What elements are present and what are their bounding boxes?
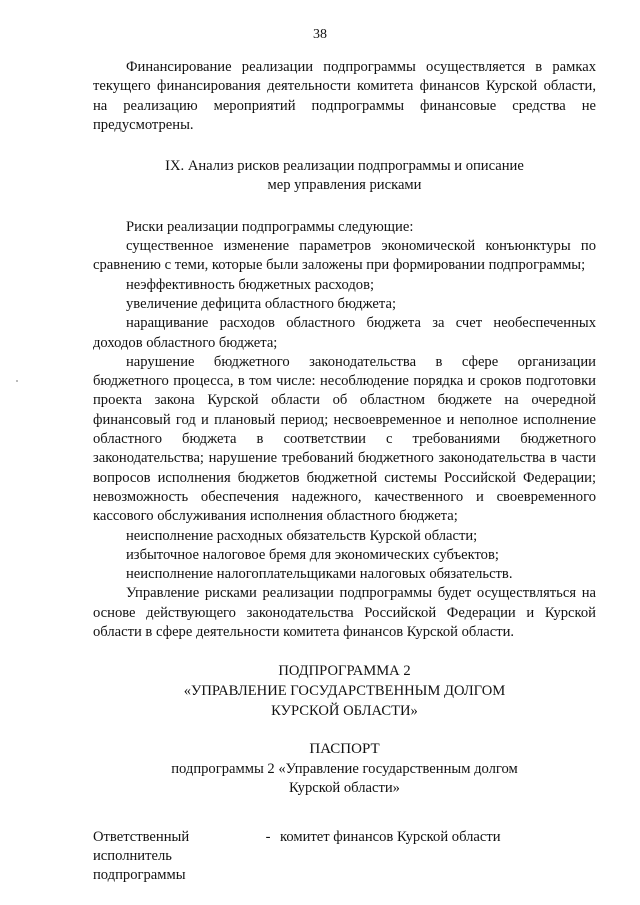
passport-row-value: комитет финансов Курской области — [280, 828, 501, 845]
passport-row — [93, 828, 596, 886]
passport-title: ПАСПОРТ — [309, 741, 380, 758]
subprogram-heading — [93, 661, 596, 721]
passport-row-label-line: Ответственный — [93, 828, 190, 845]
risk-item: существенное изменение параметров экономической конъюнктуры по сравнению с теми, которые были заложены при формировании подпрограммы; — [93, 238, 596, 274]
risk-item: увеличение дефицита областного бюджета; — [126, 295, 396, 312]
passport-subtitle-line1: подпрограммы 2 «Управление государственным долгом — [171, 760, 518, 777]
management-paragraph: Управление рисками реализации подпрограммы будет осуществляться на основе действующего законодательства Российской Федерации и Курской области в сфере деятельности комитета финансов Курской области. — [93, 585, 596, 641]
subprogram-heading-line3: КУРСКОЙ ОБЛАСТИ» — [271, 703, 418, 720]
passport-row-dash: - — [265, 828, 271, 845]
passport-row-label-line: исполнитель — [93, 847, 172, 864]
section-heading-line1: IX. Анализ рисков реализации подпрограммы и описание — [165, 158, 524, 175]
passport-row-label — [93, 828, 256, 886]
section-heading-line2: мер управления рисками — [267, 177, 422, 194]
risk-item: избыточное налоговое бремя для экономических субъектов; — [126, 546, 499, 563]
risk-item: наращивание расходов областного бюджета за счет необеспеченных доходов областного бюджета; — [93, 315, 596, 351]
scan-speck — [16, 380, 18, 382]
risk-item: неисполнение налогоплательщиками налоговых обязательств. — [126, 566, 513, 583]
risk-item: неэффективность бюджетных расходов; — [126, 276, 375, 293]
risk-item: нарушение бюджетного законодательства в сфере организации бюджетного процесса, в том числе: несоблюдение порядка и сроков подготовки проекта закона Курской области об областном бюджете на очередной финансовый год и плановый период; несвоевременное и неполное исполнение областного бюджета в соответствии с требованиями бюджетного законодательства; нарушение требований бюджетного законодательства в части вопросов исполнения бюджетов бюджетной системы Российской Федерации; невозможность обеспечения надежного, качественного и своевременного кассового обслуживания исполнения областного бюджета; — [93, 353, 596, 525]
section-heading — [93, 157, 596, 196]
page-number: 38 — [313, 27, 327, 42]
document-body — [93, 58, 596, 886]
risks-intro: Риски реализации подпрограммы следующие: — [126, 218, 414, 235]
passport-row-label-line: подпрограммы — [93, 867, 186, 884]
passport-subtitle — [93, 760, 596, 798]
passport-subtitle-line2: Курской области» — [289, 779, 400, 796]
risk-item: неисполнение расходных обязательств Курской области; — [126, 527, 478, 544]
subprogram-heading-line1: ПОДПРОГРАММА 2 — [278, 663, 411, 680]
intro-paragraph: Финансирование реализации подпрограммы осуществляется в рамках текущего финансирования деятельности комитета финансов Курской области, на реализацию мероприятий подпрограммы финансовые средства не предусмотрены. — [93, 59, 596, 133]
subprogram-heading-line2: «УПРАВЛЕНИЕ ГОСУДАРСТВЕННЫМ ДОЛГОМ — [183, 683, 506, 700]
